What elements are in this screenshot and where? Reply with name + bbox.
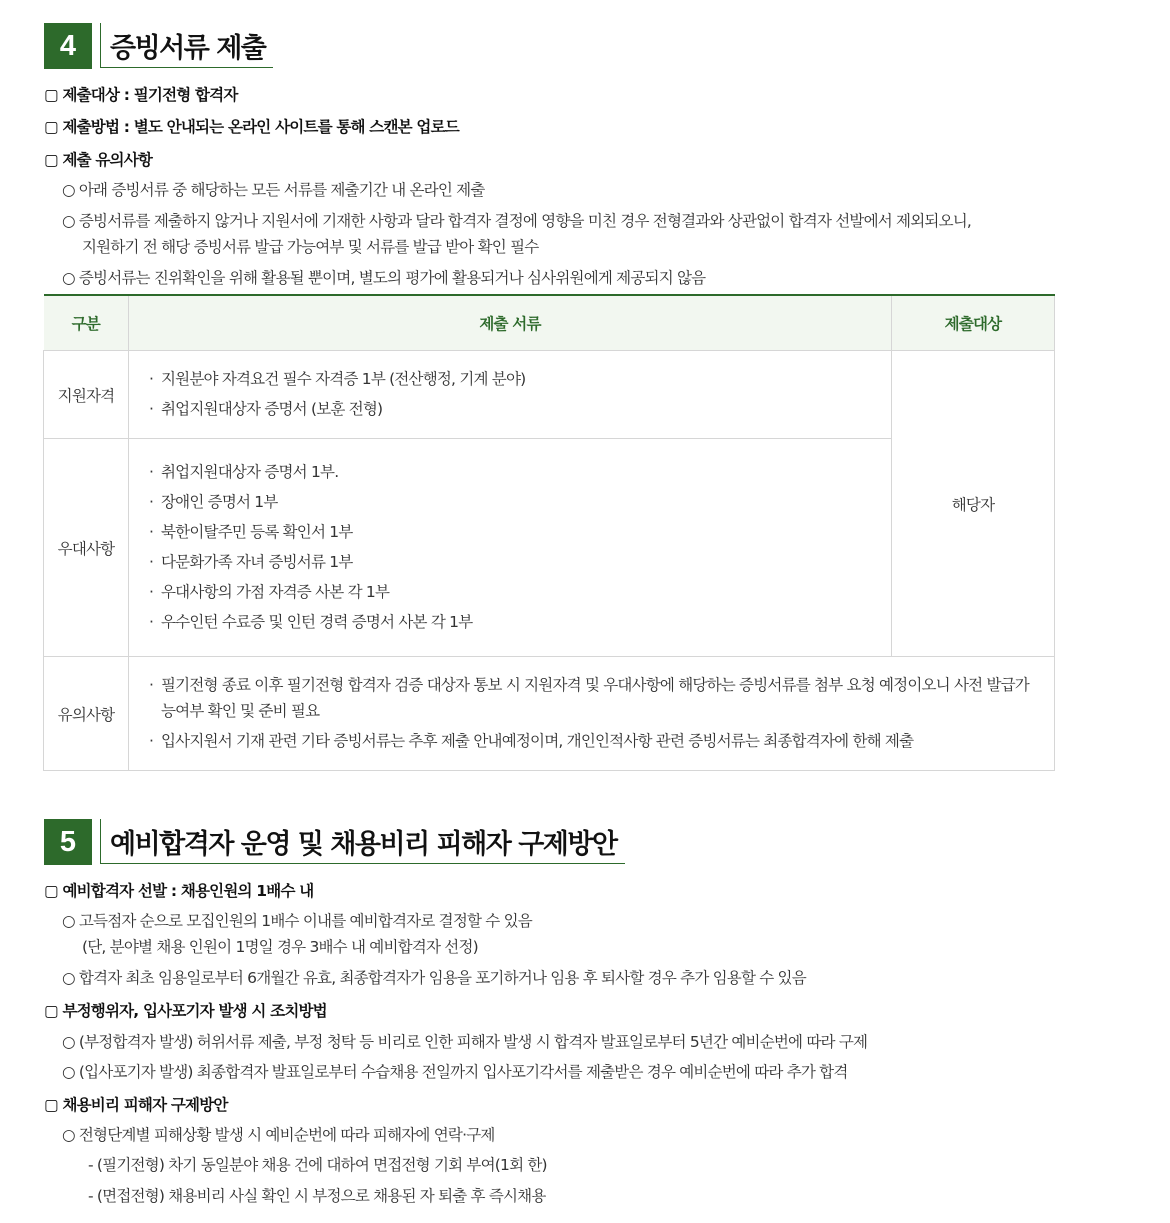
note-item: ○ 증빙서류는 진위확인을 위해 활용될 뿐이며, 별도의 평가에 활용되거나 심사위원에게 제공되지 않음 xyxy=(62,269,706,287)
document-item: · 지원분야 자격요건 필수 자격증 1부 (전산행정, 기계 분야) xyxy=(149,370,526,388)
section-title: 예비합격자 운영 및 채용비리 피해자 구제방안 xyxy=(100,819,625,864)
section-title: 증빙서류 제출 xyxy=(100,23,273,68)
target-cell: 해당자 xyxy=(892,351,1055,657)
documents-table xyxy=(43,294,1055,771)
category-cell: 유의사항 xyxy=(44,657,129,771)
category-cell: 우대사항 xyxy=(44,439,129,657)
documents-cell xyxy=(129,657,1055,771)
misconduct-item: ○ (부정합격자 발생) 허위서류 제출, 부정 청탁 등 비리로 인한 피해자 발생 시 합격자 발표일로부터 5년간 예비순번에 따라 구제 xyxy=(62,1033,868,1051)
note-item-continued: 지원하기 전 해당 증빙서류 발급 가능여부 및 서류를 발급 받아 확인 필수 xyxy=(82,238,539,256)
submission-target: ▢ 제출대상 : 필기전형 합격자 xyxy=(44,86,238,104)
document-item: · 우대사항의 가점 자격증 사본 각 1부 xyxy=(149,583,390,601)
victim-relief-heading: ▢ 채용비리 피해자 구제방안 xyxy=(44,1096,228,1114)
section-number: 4 xyxy=(44,23,92,69)
misconduct-heading: ▢ 부정행위자, 입사포기자 발생 시 조치방법 xyxy=(44,1002,327,1020)
document-item: · 다문화가족 자녀 증빙서류 1부 xyxy=(149,553,353,571)
victim-relief-subitem: - (면접전형) 채용비리 사실 확인 시 부정으로 채용된 자 퇴출 후 즉시채용 xyxy=(88,1187,546,1205)
header-documents: 제출 서류 xyxy=(129,295,892,351)
header-category: 구분 xyxy=(44,295,129,351)
document-item: · 입사지원서 기재 관련 기타 증빙서류는 추후 제출 안내예정이며, 개인인적사항 관련 증빙서류는 최종합격자에 한해 제출 xyxy=(149,732,914,750)
misconduct-item: ○ (입사포기자 발생) 최종합격자 발표일로부터 수습채용 전일까지 입사포기각서를 제출받은 경우 예비순번에 따라 추가 합격 xyxy=(62,1063,848,1081)
section-number: 5 xyxy=(44,819,92,865)
victim-relief-item: ○ 전형단계별 피해상황 발생 시 예비순번에 따라 피해자에 연락·구제 xyxy=(62,1126,495,1144)
document-item: · 북한이탈주민 등록 확인서 1부 xyxy=(149,523,353,541)
reserve-item-continued: (단, 분야별 채용 인원이 1명일 경우 3배수 내 예비합격자 선정) xyxy=(82,938,478,956)
table-row xyxy=(44,657,1055,771)
reserve-selection-heading: ▢ 예비합격자 선발 : 채용인원의 1배수 내 xyxy=(44,882,314,900)
table-row xyxy=(44,351,1055,439)
section-4-header xyxy=(44,23,273,69)
victim-relief-subitem: - (필기전형) 차기 동일분야 채용 건에 대하여 면접전형 기회 부여(1회 한) xyxy=(88,1156,547,1174)
section-5-header xyxy=(44,819,625,865)
document-item: · 필기전형 종료 이후 필기전형 합격자 검증 대상자 통보 시 지원자격 및 우대사항에 해당하는 증빙서류를 첨부 요청 예정이오니 사전 발급가능여부 확인 및 준비 필요 xyxy=(149,676,1029,720)
note-item: ○ 아래 증빙서류 중 해당하는 모든 서류를 제출기간 내 온라인 제출 xyxy=(62,181,485,199)
notes-heading: ▢ 제출 유의사항 xyxy=(44,151,153,169)
document-item: · 취업지원대상자 증명서 (보훈 전형) xyxy=(149,400,383,418)
reserve-item: ○ 고득점자 순으로 모집인원의 1배수 이내를 예비합격자로 결정할 수 있음 xyxy=(62,912,532,930)
note-item: ○ 증빙서류를 제출하지 않거나 지원서에 기재한 사항과 달라 합격자 결정에 영향을 미친 경우 전형결과와 상관없이 합격자 선발에서 제외되오니, xyxy=(62,212,972,230)
document-item: · 우수인턴 수료증 및 인턴 경력 증명서 사본 각 1부 xyxy=(149,613,473,631)
document-item: · 취업지원대상자 증명서 1부. xyxy=(149,463,339,481)
submission-method: ▢ 제출방법 : 별도 안내되는 온라인 사이트를 통해 스캔본 업로드 xyxy=(44,118,459,136)
document-item: · 장애인 증명서 1부 xyxy=(149,493,278,511)
documents-cell xyxy=(129,439,892,657)
category-cell: 지원자격 xyxy=(44,351,129,439)
header-target: 제출대상 xyxy=(892,295,1055,351)
documents-cell xyxy=(129,351,892,439)
reserve-item: ○ 합격자 최초 임용일로부터 6개월간 유효, 최종합격자가 임용을 포기하거나 임용 후 퇴사할 경우 추가 임용할 수 있음 xyxy=(62,969,806,987)
